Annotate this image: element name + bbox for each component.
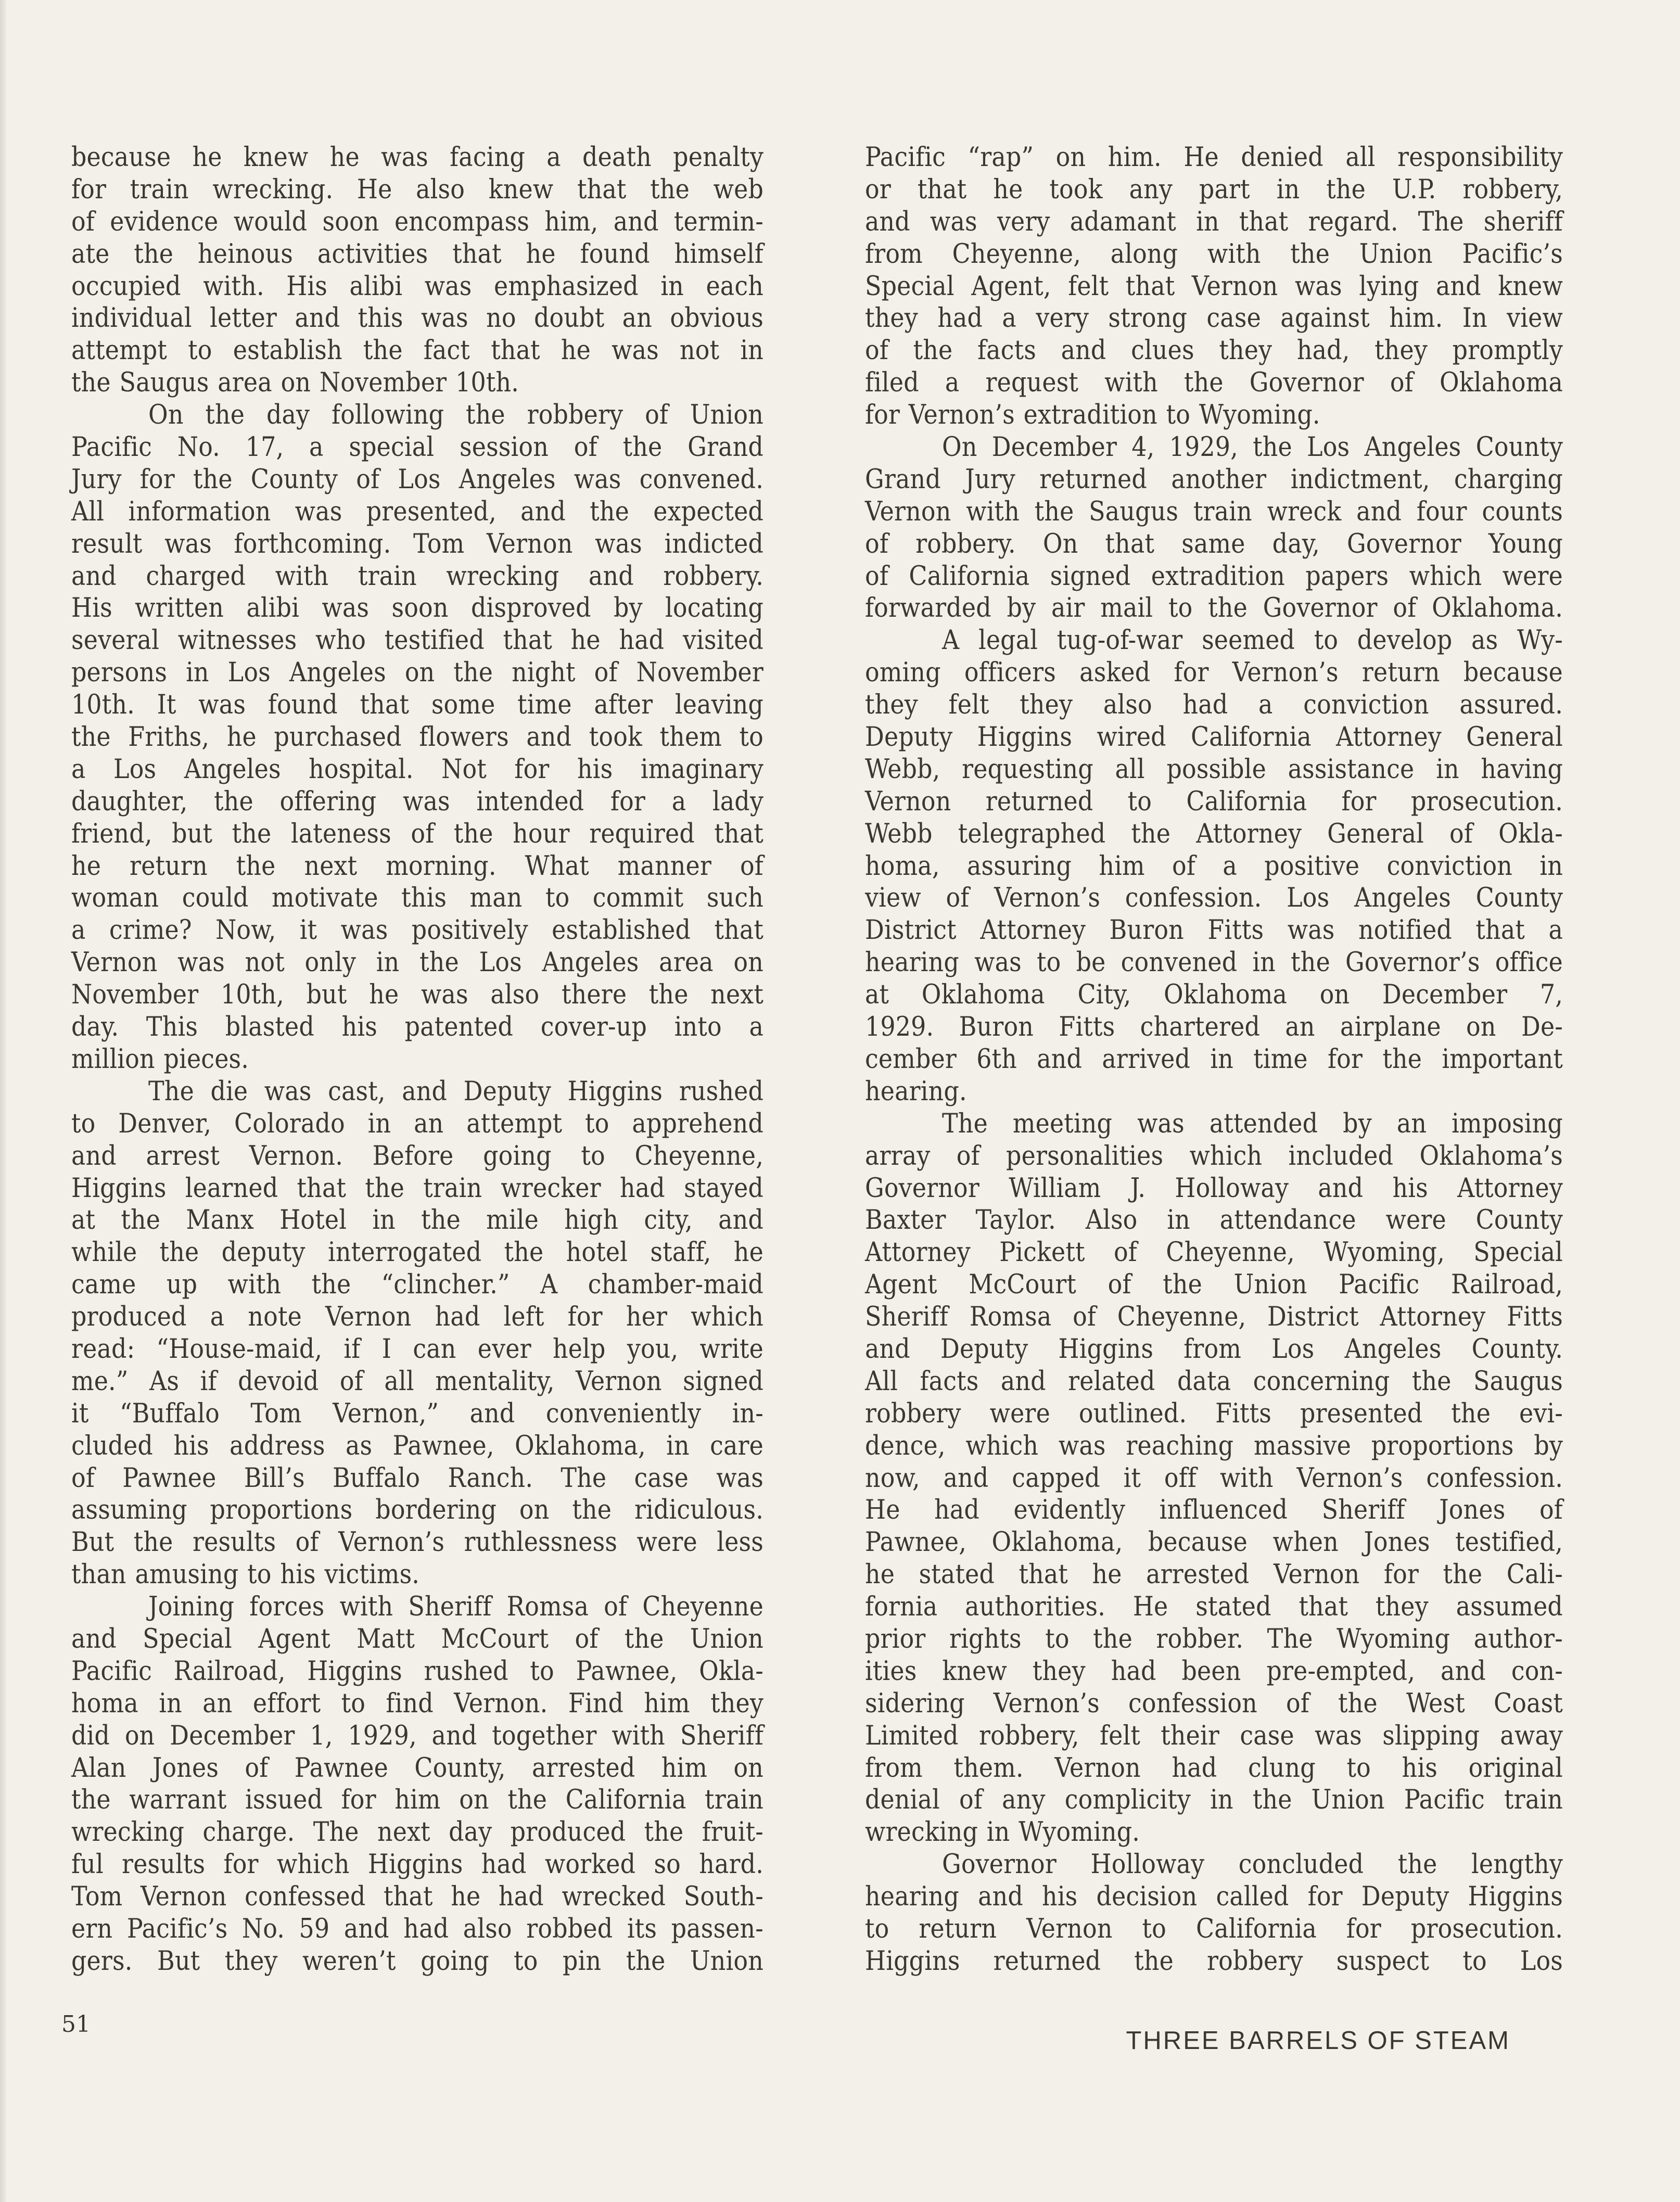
page-edge-shadow — [0, 0, 6, 2202]
text-line: prior rights to the robber. The Wyoming author- — [865, 1623, 1563, 1654]
text-line: and was very adamant in that regard. The sheriff — [865, 206, 1563, 237]
text-line: for train wrecking. He also knew that the web — [71, 174, 763, 205]
text-line: result was forthcoming. Tom Vernon was indicted — [71, 528, 763, 559]
text-line: million pieces. — [71, 1043, 249, 1075]
text-line: for Vernon’s extradition to Wyoming. — [865, 400, 1320, 431]
text-line: persons in Los Angeles on the night of November — [71, 657, 763, 689]
text-line: fornia authorities. He stated that they assumed — [865, 1592, 1563, 1623]
text-line: while the deputy interrogated the hotel staff, he — [71, 1237, 763, 1268]
text-line: array of personalities which included Oklahoma’s — [865, 1140, 1563, 1172]
text-line: Pacific No. 17, a special session of the Grand — [71, 432, 763, 463]
text-line: Tom Vernon confessed that he had wrecked South- — [71, 1881, 763, 1913]
paragraph-first-line: A legal tug-of-war seemed to develop as Wy- — [942, 625, 1563, 656]
text-line: of California signed extradition papers which were — [865, 561, 1563, 592]
text-line: they felt they also had a conviction assured. — [865, 690, 1563, 721]
text-line: oming officers asked for Vernon’s return because — [865, 657, 1563, 689]
text-line: denial of any complicity in the Union Pacific train — [865, 1785, 1563, 1816]
running-title: THREE BARRELS OF STEAM — [1126, 2027, 1510, 2055]
text-line: gers. But they weren’t going to pin the Union — [71, 1945, 763, 1977]
text-line: from them. Vernon had clung to his original — [865, 1752, 1563, 1784]
text-line: Jury for the County of Los Angeles was convened. — [71, 464, 763, 495]
text-line: wrecking charge. The next day produced the fruit- — [71, 1817, 763, 1848]
text-line: wrecking in Wyoming. — [865, 1817, 1140, 1848]
text-line: individual letter and this was no doubt an obvious — [71, 303, 763, 334]
text-line: Pawnee, Oklahoma, because when Jones testified, — [865, 1527, 1563, 1558]
text-line: Grand Jury returned another indictment, charging — [865, 464, 1563, 495]
text-line: homa, assuring him of a positive conviction in — [865, 850, 1563, 882]
text-line: of robbery. On that same day, Governor Young — [865, 528, 1563, 559]
text-line: Vernon returned to California for prosecution. — [865, 786, 1563, 817]
text-line: ate the heinous activities that he found himself — [71, 238, 763, 270]
text-line: a crime? Now, it was positively established that — [71, 915, 763, 946]
text-line: me.” As if devoid of all mentality, Vernon signed — [71, 1366, 763, 1397]
text-line: Governor William J. Holloway and his Attorney — [865, 1173, 1563, 1204]
text-line: he return the next morning. What manner of — [71, 850, 763, 882]
text-line: produced a note Vernon had left for her which — [71, 1302, 763, 1333]
text-line: the Saugus area on November 10th. — [71, 367, 519, 399]
text-line: His written alibi was soon disproved by locating — [71, 593, 763, 624]
text-line: ern Pacific’s No. 59 and had also robbed its passen- — [71, 1913, 763, 1944]
text-line: from Cheyenne, along with the Union Pacific’s — [865, 238, 1563, 270]
text-line: read: “House-maid, if I can ever help you, write — [71, 1333, 763, 1365]
text-line: Pacific “rap” on him. He denied all responsibility — [865, 142, 1563, 173]
text-line: But the results of Vernon’s ruthlessness were less — [71, 1527, 763, 1558]
text-line: or that he took any part in the U.P. robbery, — [865, 174, 1563, 205]
text-line: hearing and his decision called for Deputy Higgins — [865, 1881, 1563, 1913]
text-line: and charged with train wrecking and robbery. — [71, 561, 763, 592]
text-line: dence, which was reaching massive proportions by — [865, 1430, 1563, 1461]
text-line: of evidence would soon encompass him, and termin- — [71, 206, 763, 237]
text-line: and arrest Vernon. Before going to Cheyenne, — [71, 1140, 763, 1172]
text-line: occupied with. His alibi was emphasized in each — [71, 271, 763, 302]
text-line: and Deputy Higgins from Los Angeles County. — [865, 1333, 1563, 1365]
text-line: at the Manx Hotel in the mile high city, and — [71, 1205, 763, 1236]
text-line: woman could motivate this man to commit such — [71, 883, 763, 914]
text-line: He had evidently influenced Sheriff Jones of — [865, 1495, 1563, 1526]
text-column-right — [865, 142, 1563, 1978]
text-line: Deputy Higgins wired California Attorney General — [865, 722, 1563, 753]
text-column-left — [71, 142, 763, 1978]
text-line: Vernon with the Saugus train wreck and four counts — [865, 496, 1563, 527]
paragraph-first-line: The meeting was attended by an imposing — [942, 1108, 1563, 1139]
text-line: hearing. — [865, 1076, 967, 1107]
text-line: the warrant issued for him on the California train — [71, 1785, 763, 1816]
text-line: now, and capped it off with Vernon’s confession. — [865, 1462, 1563, 1494]
text-line: Vernon was not only in the Los Angeles area on — [71, 947, 763, 978]
text-line: Webb telegraphed the Attorney General of Okla- — [865, 818, 1563, 849]
page-number: 51 — [61, 2011, 91, 2038]
text-line: to return Vernon to California for prosecution. — [865, 1913, 1563, 1944]
text-line: a Los Angeles hospital. Not for his imaginary — [71, 754, 763, 785]
text-line: hearing was to be convened in the Governor’s office — [865, 947, 1563, 978]
text-line: cember 6th and arrived in time for the important — [865, 1043, 1563, 1075]
text-line: daughter, the offering was intended for a lady — [71, 786, 763, 817]
text-line: Alan Jones of Pawnee County, arrested him on — [71, 1752, 763, 1784]
text-line: Attorney Pickett of Cheyenne, Wyoming, Special — [865, 1237, 1563, 1268]
text-line: All information was presented, and the expected — [71, 496, 763, 527]
text-line: Limited robbery, felt their case was slipping away — [865, 1720, 1563, 1751]
text-line: day. This blasted his patented cover-up into a — [71, 1012, 763, 1043]
text-line: of the facts and clues they had, they promptly — [865, 335, 1563, 366]
text-line: Higgins returned the robbery suspect to Los — [865, 1945, 1563, 1977]
text-line: Baxter Taylor. Also in attendance were County — [865, 1205, 1563, 1236]
text-line: they had a very strong case against him. In view — [865, 303, 1563, 334]
text-line: than amusing to his victims. — [71, 1559, 420, 1590]
text-line: view of Vernon’s confession. Los Angeles County — [865, 883, 1563, 914]
text-line: he stated that he arrested Vernon for the Cali- — [865, 1559, 1563, 1590]
paragraph-first-line: Joining forces with Sheriff Romsa of Cheyenne — [148, 1592, 763, 1623]
text-line: cluded his address as Pawnee, Oklahoma, in care — [71, 1430, 763, 1461]
text-line: to Denver, Colorado in an attempt to apprehend — [71, 1108, 763, 1139]
text-line: several witnesses who testified that he had visited — [71, 625, 763, 656]
paragraph-first-line: Governor Holloway concluded the lengthy — [942, 1849, 1563, 1880]
text-line: of Pawnee Bill’s Buffalo Ranch. The case was — [71, 1462, 763, 1494]
text-line: did on December 1, 1929, and together with Sheriff — [71, 1720, 763, 1751]
text-line: assuming proportions bordering on the ridiculous. — [71, 1495, 763, 1526]
text-line: because he knew he was facing a death penalty — [71, 142, 763, 173]
text-line: ful results for which Higgins had worked so hard. — [71, 1849, 763, 1880]
text-line: the Friths, he purchased flowers and took them to — [71, 722, 763, 753]
text-line: homa in an effort to find Vernon. Find him they — [71, 1688, 763, 1719]
text-line: at Oklahoma City, Oklahoma on December 7, — [865, 979, 1563, 1011]
text-line: November 10th, but he was also there the next — [71, 979, 763, 1011]
paragraph-first-line: On the day following the robbery of Union — [148, 400, 763, 431]
text-line: Pacific Railroad, Higgins rushed to Pawnee, Okla- — [71, 1656, 763, 1687]
text-line: filed a request with the Governor of Oklahoma — [865, 367, 1563, 399]
text-line: Higgins learned that the train wrecker had stayed — [71, 1173, 763, 1204]
text-line: Agent McCourt of the Union Pacific Railroad, — [865, 1269, 1563, 1301]
text-line: All facts and related data concerning the Saugus — [865, 1366, 1563, 1397]
text-line: 1929. Buron Fitts chartered an airplane on De- — [865, 1012, 1563, 1043]
text-line: 10th. It was found that some time after leaving — [71, 690, 763, 721]
text-line: ities knew they had been pre-empted, and con- — [865, 1656, 1563, 1687]
text-line: District Attorney Buron Fitts was notified that a — [865, 915, 1563, 946]
text-line: came up with the “clincher.” A chamber-maid — [71, 1269, 763, 1301]
text-line: robbery were outlined. Fitts presented the evi- — [865, 1398, 1563, 1429]
text-line: Webb, requesting all possible assistance in having — [865, 754, 1563, 785]
paragraph-first-line: On December 4, 1929, the Los Angeles County — [942, 432, 1563, 463]
text-line: Sheriff Romsa of Cheyenne, District Attorney Fitts — [865, 1302, 1563, 1333]
text-line: friend, but the lateness of the hour required that — [71, 818, 763, 849]
text-line: Special Agent, felt that Vernon was lying and knew — [865, 271, 1563, 302]
text-line: it “Buffalo Tom Vernon,” and conveniently in- — [71, 1398, 763, 1429]
text-line: and Special Agent Matt McCourt of the Union — [71, 1623, 763, 1654]
text-line: attempt to establish the fact that he was not in — [71, 335, 763, 366]
text-line: forwarded by air mail to the Governor of Oklahoma. — [865, 593, 1563, 624]
text-line: sidering Vernon’s confession of the West Coast — [865, 1688, 1563, 1719]
paragraph-first-line: The die was cast, and Deputy Higgins rushed — [148, 1076, 763, 1107]
